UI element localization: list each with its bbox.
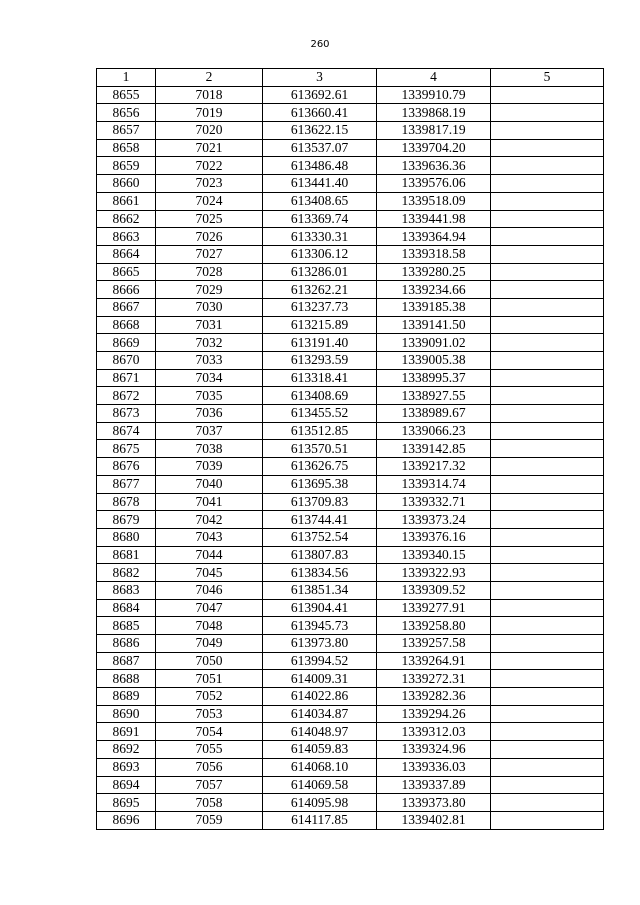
table-cell-col-5 bbox=[491, 475, 604, 493]
table-cell-col-2: 7020 bbox=[156, 122, 263, 140]
table-row bbox=[97, 528, 604, 546]
table-cell-col-1: 8667 bbox=[97, 298, 156, 316]
table-cell-col-1: 8668 bbox=[97, 316, 156, 334]
table-row bbox=[97, 405, 604, 423]
table-cell-col-4: 1339518.09 bbox=[377, 192, 491, 210]
table-row bbox=[97, 705, 604, 723]
table-cell-col-2: 7030 bbox=[156, 298, 263, 316]
table-cell-col-3: 614069.58 bbox=[263, 776, 377, 794]
table-cell-col-4: 1339910.79 bbox=[377, 86, 491, 104]
table-cell-col-1: 8665 bbox=[97, 263, 156, 281]
table-cell-col-3: 614059.83 bbox=[263, 741, 377, 759]
table-cell-col-3: 614117.85 bbox=[263, 811, 377, 829]
table-cell-col-4: 1339258.80 bbox=[377, 617, 491, 635]
table-cell-col-5 bbox=[491, 210, 604, 228]
table-cell-col-1: 8696 bbox=[97, 811, 156, 829]
table-cell-col-5 bbox=[491, 528, 604, 546]
table-row bbox=[97, 564, 604, 582]
column-header-2: 2 bbox=[156, 69, 263, 87]
table-cell-col-4: 1339868.19 bbox=[377, 104, 491, 122]
table-cell-col-3: 613626.75 bbox=[263, 458, 377, 476]
table-row bbox=[97, 175, 604, 193]
table-cell-col-3: 613215.89 bbox=[263, 316, 377, 334]
table-row bbox=[97, 741, 604, 759]
table-cell-col-2: 7039 bbox=[156, 458, 263, 476]
table-cell-col-5 bbox=[491, 192, 604, 210]
table-cell-col-3: 613408.69 bbox=[263, 387, 377, 405]
table-cell-col-4: 1339309.52 bbox=[377, 581, 491, 599]
table-cell-col-2: 7026 bbox=[156, 228, 263, 246]
table-cell-col-1: 8670 bbox=[97, 352, 156, 370]
table-cell-col-1: 8691 bbox=[97, 723, 156, 741]
table-cell-col-4: 1339185.38 bbox=[377, 298, 491, 316]
table-row bbox=[97, 546, 604, 564]
table-cell-col-5 bbox=[491, 617, 604, 635]
table-cell-col-3: 613622.15 bbox=[263, 122, 377, 140]
table-cell-col-3: 613537.07 bbox=[263, 139, 377, 157]
table-row bbox=[97, 192, 604, 210]
table-cell-col-4: 1339576.06 bbox=[377, 175, 491, 193]
table-cell-col-4: 1339005.38 bbox=[377, 352, 491, 370]
table-cell-col-5 bbox=[491, 705, 604, 723]
table-cell-col-2: 7027 bbox=[156, 245, 263, 263]
column-header-3: 3 bbox=[263, 69, 377, 87]
table-cell-col-1: 8655 bbox=[97, 86, 156, 104]
table-cell-col-3: 613851.34 bbox=[263, 581, 377, 599]
table-cell-col-5 bbox=[491, 316, 604, 334]
table-cell-col-1: 8662 bbox=[97, 210, 156, 228]
table-cell-col-4: 1339340.15 bbox=[377, 546, 491, 564]
table-cell-col-1: 8678 bbox=[97, 493, 156, 511]
table-row bbox=[97, 210, 604, 228]
table-cell-col-1: 8692 bbox=[97, 741, 156, 759]
table-cell-col-5 bbox=[491, 758, 604, 776]
table-cell-col-3: 613709.83 bbox=[263, 493, 377, 511]
table-row bbox=[97, 794, 604, 812]
table-cell-col-3: 613570.51 bbox=[263, 440, 377, 458]
table-cell-col-4: 1338989.67 bbox=[377, 405, 491, 423]
table-cell-col-3: 614022.86 bbox=[263, 688, 377, 706]
table-cell-col-5 bbox=[491, 581, 604, 599]
table-cell-col-1: 8683 bbox=[97, 581, 156, 599]
table-cell-col-1: 8690 bbox=[97, 705, 156, 723]
table-cell-col-4: 1339322.93 bbox=[377, 564, 491, 582]
table-cell-col-2: 7018 bbox=[156, 86, 263, 104]
table-cell-col-1: 8687 bbox=[97, 652, 156, 670]
table-cell-col-3: 613441.40 bbox=[263, 175, 377, 193]
table-cell-col-4: 1339142.85 bbox=[377, 440, 491, 458]
table-cell-col-4: 1339373.80 bbox=[377, 794, 491, 812]
table-row bbox=[97, 86, 604, 104]
table-row bbox=[97, 157, 604, 175]
table-cell-col-3: 613744.41 bbox=[263, 511, 377, 529]
table-cell-col-3: 614034.87 bbox=[263, 705, 377, 723]
table-cell-col-3: 613369.74 bbox=[263, 210, 377, 228]
table-cell-col-4: 1339373.24 bbox=[377, 511, 491, 529]
table-row bbox=[97, 688, 604, 706]
table-row bbox=[97, 316, 604, 334]
table-cell-col-5 bbox=[491, 139, 604, 157]
table-cell-col-1: 8684 bbox=[97, 599, 156, 617]
table-cell-col-2: 7024 bbox=[156, 192, 263, 210]
table-cell-col-1: 8685 bbox=[97, 617, 156, 635]
table-cell-col-1: 8657 bbox=[97, 122, 156, 140]
table-cell-col-5 bbox=[491, 564, 604, 582]
table-row bbox=[97, 422, 604, 440]
table-cell-col-4: 1339336.03 bbox=[377, 758, 491, 776]
table-cell-col-2: 7042 bbox=[156, 511, 263, 529]
table-row bbox=[97, 245, 604, 263]
table-cell-col-4: 1339364.94 bbox=[377, 228, 491, 246]
table-cell-col-3: 613318.41 bbox=[263, 369, 377, 387]
table-cell-col-3: 613973.80 bbox=[263, 635, 377, 653]
table-cell-col-5 bbox=[491, 440, 604, 458]
table-row bbox=[97, 122, 604, 140]
table-cell-col-5 bbox=[491, 245, 604, 263]
table-row bbox=[97, 652, 604, 670]
table-cell-col-1: 8677 bbox=[97, 475, 156, 493]
table-cell-col-4: 1339264.91 bbox=[377, 652, 491, 670]
table-cell-col-2: 7056 bbox=[156, 758, 263, 776]
table-cell-col-1: 8682 bbox=[97, 564, 156, 582]
table-cell-col-3: 613237.73 bbox=[263, 298, 377, 316]
table-row bbox=[97, 228, 604, 246]
table-cell-col-3: 613293.59 bbox=[263, 352, 377, 370]
table-cell-col-2: 7036 bbox=[156, 405, 263, 423]
table-cell-col-3: 613330.31 bbox=[263, 228, 377, 246]
table-cell-col-2: 7049 bbox=[156, 635, 263, 653]
table-cell-col-2: 7021 bbox=[156, 139, 263, 157]
table-cell-col-2: 7040 bbox=[156, 475, 263, 493]
table-cell-col-4: 1339272.31 bbox=[377, 670, 491, 688]
table-cell-col-2: 7055 bbox=[156, 741, 263, 759]
table-cell-col-2: 7045 bbox=[156, 564, 263, 582]
table-cell-col-5 bbox=[491, 387, 604, 405]
table-cell-col-1: 8673 bbox=[97, 405, 156, 423]
table-cell-col-3: 613695.38 bbox=[263, 475, 377, 493]
table-cell-col-5 bbox=[491, 175, 604, 193]
table-cell-col-2: 7038 bbox=[156, 440, 263, 458]
table-cell-col-2: 7043 bbox=[156, 528, 263, 546]
table-cell-col-5 bbox=[491, 652, 604, 670]
table-row bbox=[97, 670, 604, 688]
table-cell-col-1: 8676 bbox=[97, 458, 156, 476]
table-cell-col-5 bbox=[491, 228, 604, 246]
table-cell-col-2: 7059 bbox=[156, 811, 263, 829]
table-cell-col-4: 1339066.23 bbox=[377, 422, 491, 440]
table-cell-col-2: 7023 bbox=[156, 175, 263, 193]
table-cell-col-1: 8681 bbox=[97, 546, 156, 564]
table-cell-col-3: 613191.40 bbox=[263, 334, 377, 352]
table-cell-col-5 bbox=[491, 334, 604, 352]
table-cell-col-3: 613692.61 bbox=[263, 86, 377, 104]
table-cell-col-4: 1339091.02 bbox=[377, 334, 491, 352]
table-row bbox=[97, 635, 604, 653]
table-cell-col-5 bbox=[491, 546, 604, 564]
table-cell-col-5 bbox=[491, 493, 604, 511]
table-cell-col-2: 7033 bbox=[156, 352, 263, 370]
table-cell-col-2: 7048 bbox=[156, 617, 263, 635]
column-header-1: 1 bbox=[97, 69, 156, 87]
table-header bbox=[97, 69, 604, 87]
table-row bbox=[97, 617, 604, 635]
table-cell-col-3: 614009.31 bbox=[263, 670, 377, 688]
table-cell-col-1: 8671 bbox=[97, 369, 156, 387]
table-row bbox=[97, 776, 604, 794]
table-cell-col-4: 1339277.91 bbox=[377, 599, 491, 617]
table-cell-col-5 bbox=[491, 635, 604, 653]
table-cell-col-3: 613904.41 bbox=[263, 599, 377, 617]
table-row bbox=[97, 493, 604, 511]
table-cell-col-1: 8688 bbox=[97, 670, 156, 688]
table-row bbox=[97, 281, 604, 299]
table-cell-col-2: 7032 bbox=[156, 334, 263, 352]
table-cell-col-4: 1339257.58 bbox=[377, 635, 491, 653]
table-cell-col-3: 613807.83 bbox=[263, 546, 377, 564]
table-row bbox=[97, 458, 604, 476]
table-cell-col-1: 8656 bbox=[97, 104, 156, 122]
table-cell-col-5 bbox=[491, 794, 604, 812]
table-row bbox=[97, 352, 604, 370]
table-row bbox=[97, 511, 604, 529]
table-row bbox=[97, 758, 604, 776]
table-cell-col-3: 613660.41 bbox=[263, 104, 377, 122]
table-cell-col-4: 1339282.36 bbox=[377, 688, 491, 706]
table-row bbox=[97, 723, 604, 741]
table-cell-col-2: 7058 bbox=[156, 794, 263, 812]
table-cell-col-1: 8669 bbox=[97, 334, 156, 352]
table-cell-col-2: 7047 bbox=[156, 599, 263, 617]
table-cell-col-1: 8659 bbox=[97, 157, 156, 175]
table-cell-col-1: 8672 bbox=[97, 387, 156, 405]
table-row bbox=[97, 263, 604, 281]
table-cell-col-2: 7054 bbox=[156, 723, 263, 741]
table-cell-col-5 bbox=[491, 670, 604, 688]
table-cell-col-3: 613512.85 bbox=[263, 422, 377, 440]
table-row bbox=[97, 298, 604, 316]
table-cell-col-5 bbox=[491, 298, 604, 316]
table-cell-col-3: 614068.10 bbox=[263, 758, 377, 776]
table-cell-col-1: 8695 bbox=[97, 794, 156, 812]
table-cell-col-4: 1339294.26 bbox=[377, 705, 491, 723]
table-row bbox=[97, 104, 604, 122]
table-cell-col-3: 613286.01 bbox=[263, 263, 377, 281]
table-cell-col-3: 613486.48 bbox=[263, 157, 377, 175]
table-cell-col-1: 8663 bbox=[97, 228, 156, 246]
table-cell-col-2: 7028 bbox=[156, 263, 263, 281]
table-cell-col-4: 1339704.20 bbox=[377, 139, 491, 157]
table-cell-col-5 bbox=[491, 741, 604, 759]
table-cell-col-3: 613306.12 bbox=[263, 245, 377, 263]
coordinates-table bbox=[96, 68, 604, 830]
table-cell-col-2: 7034 bbox=[156, 369, 263, 387]
table-cell-col-1: 8693 bbox=[97, 758, 156, 776]
table-row bbox=[97, 581, 604, 599]
table-cell-col-5 bbox=[491, 422, 604, 440]
table-cell-col-2: 7031 bbox=[156, 316, 263, 334]
table-cell-col-1: 8679 bbox=[97, 511, 156, 529]
table-cell-col-3: 613994.52 bbox=[263, 652, 377, 670]
table-cell-col-2: 7050 bbox=[156, 652, 263, 670]
table-cell-col-2: 7053 bbox=[156, 705, 263, 723]
table-cell-col-4: 1339324.96 bbox=[377, 741, 491, 759]
table-cell-col-5 bbox=[491, 352, 604, 370]
table-cell-col-3: 613262.21 bbox=[263, 281, 377, 299]
table-cell-col-4: 1339141.50 bbox=[377, 316, 491, 334]
table-cell-col-4: 1339441.98 bbox=[377, 210, 491, 228]
column-header-4: 4 bbox=[377, 69, 491, 87]
table-cell-col-5 bbox=[491, 599, 604, 617]
table-cell-col-4: 1338927.55 bbox=[377, 387, 491, 405]
table-cell-col-2: 7044 bbox=[156, 546, 263, 564]
table-cell-col-5 bbox=[491, 458, 604, 476]
table-cell-col-5 bbox=[491, 811, 604, 829]
table-cell-col-4: 1339312.03 bbox=[377, 723, 491, 741]
table-body bbox=[97, 86, 604, 829]
table-cell-col-1: 8686 bbox=[97, 635, 156, 653]
table-cell-col-3: 613752.54 bbox=[263, 528, 377, 546]
table-row bbox=[97, 440, 604, 458]
table-cell-col-5 bbox=[491, 157, 604, 175]
table-cell-col-2: 7057 bbox=[156, 776, 263, 794]
table-row bbox=[97, 334, 604, 352]
table-cell-col-4: 1339234.66 bbox=[377, 281, 491, 299]
table-cell-col-3: 613834.56 bbox=[263, 564, 377, 582]
table-cell-col-3: 614048.97 bbox=[263, 723, 377, 741]
table-cell-col-5 bbox=[491, 511, 604, 529]
table-cell-col-4: 1339337.89 bbox=[377, 776, 491, 794]
table-cell-col-2: 7019 bbox=[156, 104, 263, 122]
table-cell-col-1: 8664 bbox=[97, 245, 156, 263]
table-cell-col-5 bbox=[491, 688, 604, 706]
table-cell-col-2: 7025 bbox=[156, 210, 263, 228]
table-cell-col-3: 613455.52 bbox=[263, 405, 377, 423]
table-cell-col-2: 7051 bbox=[156, 670, 263, 688]
table-row bbox=[97, 811, 604, 829]
table-cell-col-1: 8694 bbox=[97, 776, 156, 794]
table-cell-col-4: 1339636.36 bbox=[377, 157, 491, 175]
table-cell-col-5 bbox=[491, 281, 604, 299]
table-row bbox=[97, 387, 604, 405]
table-cell-col-5 bbox=[491, 776, 604, 794]
table-cell-col-5 bbox=[491, 405, 604, 423]
page-number: 260 bbox=[310, 39, 330, 50]
table-cell-col-5 bbox=[491, 263, 604, 281]
table-cell-col-2: 7035 bbox=[156, 387, 263, 405]
column-header-5: 5 bbox=[491, 69, 604, 87]
table-cell-col-2: 7041 bbox=[156, 493, 263, 511]
table-cell-col-4: 1339402.81 bbox=[377, 811, 491, 829]
table-cell-col-3: 614095.98 bbox=[263, 794, 377, 812]
table-cell-col-4: 1339280.25 bbox=[377, 263, 491, 281]
table-cell-col-2: 7046 bbox=[156, 581, 263, 599]
table-cell-col-1: 8674 bbox=[97, 422, 156, 440]
table-cell-col-1: 8689 bbox=[97, 688, 156, 706]
table-cell-col-4: 1338995.37 bbox=[377, 369, 491, 387]
table-cell-col-5 bbox=[491, 369, 604, 387]
table-cell-col-1: 8680 bbox=[97, 528, 156, 546]
table-cell-col-5 bbox=[491, 104, 604, 122]
header-row bbox=[97, 69, 604, 87]
table-row bbox=[97, 599, 604, 617]
table-cell-col-4: 1339318.58 bbox=[377, 245, 491, 263]
table-cell-col-4: 1339376.16 bbox=[377, 528, 491, 546]
table-cell-col-4: 1339217.32 bbox=[377, 458, 491, 476]
table-cell-col-2: 7052 bbox=[156, 688, 263, 706]
table-cell-col-3: 613408.65 bbox=[263, 192, 377, 210]
table-cell-col-2: 7022 bbox=[156, 157, 263, 175]
table-cell-col-1: 8666 bbox=[97, 281, 156, 299]
table-row bbox=[97, 475, 604, 493]
table-cell-col-1: 8661 bbox=[97, 192, 156, 210]
table-cell-col-1: 8658 bbox=[97, 139, 156, 157]
table-cell-col-2: 7029 bbox=[156, 281, 263, 299]
table-cell-col-3: 613945.73 bbox=[263, 617, 377, 635]
table-row bbox=[97, 139, 604, 157]
table-cell-col-5 bbox=[491, 723, 604, 741]
table-cell-col-4: 1339314.74 bbox=[377, 475, 491, 493]
table-cell-col-1: 8675 bbox=[97, 440, 156, 458]
table-cell-col-2: 7037 bbox=[156, 422, 263, 440]
table-cell-col-5 bbox=[491, 86, 604, 104]
table-cell-col-4: 1339332.71 bbox=[377, 493, 491, 511]
table-cell-col-5 bbox=[491, 122, 604, 140]
table-cell-col-4: 1339817.19 bbox=[377, 122, 491, 140]
table-row bbox=[97, 369, 604, 387]
table-cell-col-1: 8660 bbox=[97, 175, 156, 193]
